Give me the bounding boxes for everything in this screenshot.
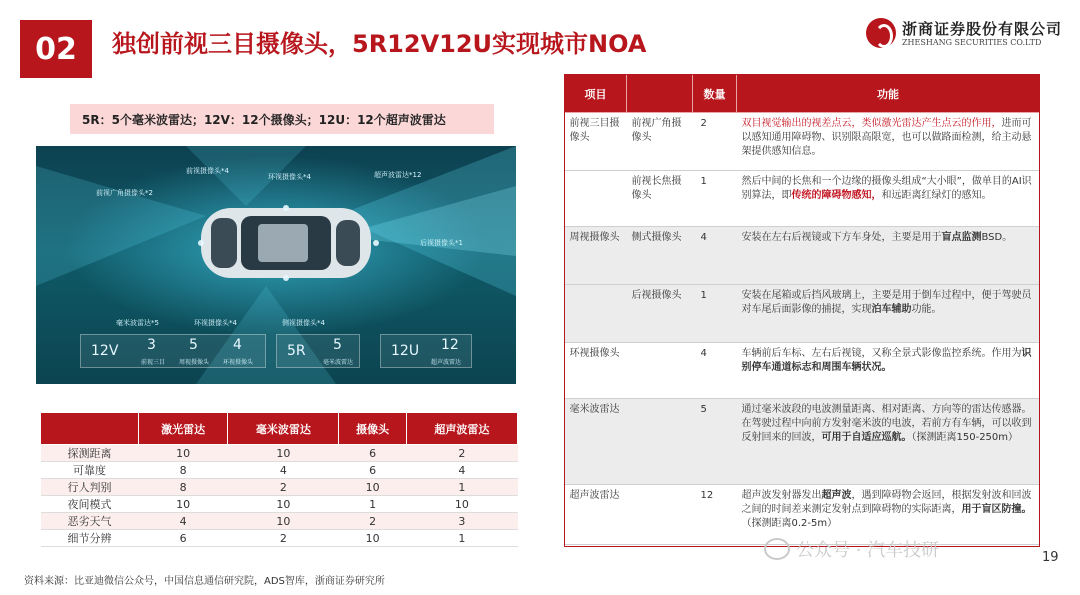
table-cell: 1 [406,479,517,496]
table-cell: 2 [228,479,339,496]
function-text: 安装在左右后视镜或下方车身处，主要是用于 [741,232,942,243]
stat-box-5r [276,334,360,368]
table-header-cell: 数量 [693,75,737,113]
table-cell: 10 [339,530,406,547]
function-text: 然后中间的长焦和一个边缘的摄像头组成“大小眼”，做单目的AI识别算法，即 [741,176,1032,201]
table-row [41,513,518,530]
table-cell: 3 [406,513,517,530]
page-number: 19 [1042,550,1059,565]
company-logo [866,16,1063,54]
bold-text: 识别停车通道标志和周围车辆状况。 [741,348,1032,373]
table-row [565,399,1040,485]
company-name-en: ZHESHANG SECURITIES CO.LTD [902,38,1042,47]
project-cell: 周视摄像头 [565,227,627,285]
bold-text: 盲点监测 [941,232,982,243]
table-cell: 2 [228,530,339,547]
count-cell: 12 [693,485,737,545]
camera-label: 环视摄像头*4 [268,173,311,181]
project-cell: 超声波雷达 [565,485,627,545]
table-cell: 10 [228,496,339,513]
table-row [41,462,518,479]
function-text: 功能。 [911,304,942,315]
bold-text: 超声波 [821,490,852,501]
table-row [565,113,1040,171]
table-cell: 10 [406,496,517,513]
camera-label: 侧视摄像头*4 [282,319,325,327]
stat-code: 12V [91,343,119,359]
row-label: 恶劣天气 [41,513,139,530]
table-header-cell [41,413,139,445]
function-cell [737,171,1040,227]
table-cell: 4 [406,462,517,479]
function-text: 安装在尾箱或后挡风玻璃上，主要是用于倒车过程中，便于驾驶员对车尾后面影像的捕捉，实现 [741,290,1032,315]
function-text: 超声波发射器发出 [741,490,822,501]
row-label: 可靠度 [41,462,139,479]
sub-cell: 侧式摄像头 [627,227,693,285]
table-row [565,227,1040,285]
highlight-text: 双目视觉输出的视差点云，类似激光雷达产生点云的作用， [741,118,1002,129]
project-cell: 环视摄像头 [565,343,627,399]
sub-cell [627,399,693,485]
table-header-cell: 项目 [565,75,627,113]
project-cell: 毫米波雷达 [565,399,627,485]
stat-number: 5 [333,337,342,353]
camera-label: 前视广角摄像头*2 [96,189,153,197]
stat-number: 5 [189,337,198,353]
camera-label: 后视摄像头*1 [420,239,463,247]
watermark-text: 公众号 · 汽车技研 [796,540,940,561]
table-row [41,530,518,547]
count-cell: 2 [693,113,737,171]
stat-label: 前视三目 [141,359,166,366]
table-cell: 10 [228,513,339,530]
function-text: ，遇到障碍物会返回，根据发射波和回波之间的时间差来测定发射点到障碍物的实际距离， [741,490,1032,515]
stat-code: 5R [287,343,306,359]
table-cell: 6 [139,530,228,547]
car-sensor-image [36,146,516,384]
function-text: 进而可以感知通用障碍物、识别限高限宽，也可以做路面检测，给主动悬架提供感知信息。 [741,118,1032,157]
watermark [764,536,939,562]
bold-text: 可用于自适应巡航。 [821,432,912,443]
table-row [565,343,1040,399]
company-logo-icon [866,18,896,48]
table-cell: 4 [139,513,228,530]
stat-number: 12 [441,337,459,353]
function-text: 和远距离红绿灯的感知。 [881,190,992,201]
table-row [565,171,1040,227]
table-cell: 8 [139,479,228,496]
wechat-icon [764,538,790,560]
table-cell: 4 [228,462,339,479]
table-cell: 10 [339,479,406,496]
camera-label: 前视摄像头*4 [186,167,229,175]
function-cell [737,399,1040,485]
camera-label: 毫米波雷达*5 [116,319,159,327]
row-label: 行人判别 [41,479,139,496]
table-cell: 6 [339,462,406,479]
table-header-cell: 摄像头 [339,413,406,445]
table-row [41,479,518,496]
function-text: （探测距离150-250m） [911,432,1019,443]
table-cell: 1 [339,496,406,513]
table-cell: 10 [139,496,228,513]
function-cell [737,113,1040,171]
camera-label: 超声波雷达*12 [374,171,422,179]
count-cell: 4 [693,343,737,399]
sensor-comparison-table [40,412,518,547]
count-cell: 1 [693,285,737,343]
camera-label: 环视摄像头*4 [194,319,237,327]
function-text: （探测距离0.2-5m） [741,518,838,529]
table-header-row [41,413,518,445]
function-text: BSD。 [981,232,1013,243]
section-number-badge [20,20,92,78]
count-cell: 1 [693,171,737,227]
stat-box-12v [80,334,266,368]
stat-label: 毫米波雷达 [323,359,354,366]
row-label: 细节分辨 [41,530,139,547]
row-label: 夜间模式 [41,496,139,513]
sub-cell [627,343,693,399]
row-label: 探测距离 [41,445,139,462]
table-row [565,285,1040,343]
function-cell [737,343,1040,399]
company-name-cn: 浙商证券股份有限公司 [902,20,1063,38]
project-cell [565,171,627,227]
count-cell: 4 [693,227,737,285]
table-header-cell: 超声波雷达 [406,413,517,445]
bold-text: 泊车辅助 [871,304,912,315]
source-note: 资料来源：比亚迪微信公众号，中国信息通信研究院，ADS智库，浙商证券研究所 [24,576,385,587]
table-cell: 10 [139,445,228,462]
table-cell: 6 [339,445,406,462]
page-title: 独创前视三目摄像头，5R12V12U实现城市NOA [112,30,647,58]
sub-cell: 前视广角摄像头 [627,113,693,171]
table-header-cell: 功能 [737,75,1040,113]
sensor-config-subtitle: 5R：5个毫米波雷达；12V：12个摄像头；12U：12个超声波雷达 [70,104,494,134]
sub-cell: 后视摄像头 [627,285,693,343]
stat-code: 12U [391,343,420,359]
stat-label: 超声波雷达 [431,359,462,366]
project-cell: 前视三目摄像头 [565,113,627,171]
table-header-cell [627,75,693,113]
table-cell: 1 [406,530,517,547]
table-cell: 10 [228,445,339,462]
function-text: 通过毫米波段的电波测量距离、相对距离、方向等的雷达传感器。在驾驶过程中向前方发射毫米波的电波，若前方有车辆，可以收到反射回来的回波， [741,404,1032,443]
table-row [41,496,518,513]
sensor-function-table [564,74,1040,545]
table-row [41,445,518,462]
project-cell [565,285,627,343]
table-header-row [565,75,1040,113]
stat-number: 3 [147,337,156,353]
function-cell [737,227,1040,285]
bold-text: 用于盲区防撞。 [961,504,1032,515]
sub-cell [627,485,693,545]
table-header-cell: 毫米波雷达 [228,413,339,445]
stat-number: 4 [233,337,242,353]
table-cell: 8 [139,462,228,479]
stat-label: 环视摄像头 [223,359,254,366]
stat-label: 周视摄像头 [179,359,210,366]
count-cell: 5 [693,399,737,485]
table-header-cell: 激光雷达 [139,413,228,445]
stat-box-12u [380,334,472,368]
section-number: 02 [35,31,77,67]
table-cell: 2 [339,513,406,530]
table-cell: 2 [406,445,517,462]
function-cell [737,285,1040,343]
sub-cell: 前视长焦摄像头 [627,171,693,227]
function-text: 车辆前后车标、左右后视镜，又称全景式影像监控系统。作用为 [741,348,1022,359]
highlight-text: 传统的障碍物感知， [791,190,882,201]
